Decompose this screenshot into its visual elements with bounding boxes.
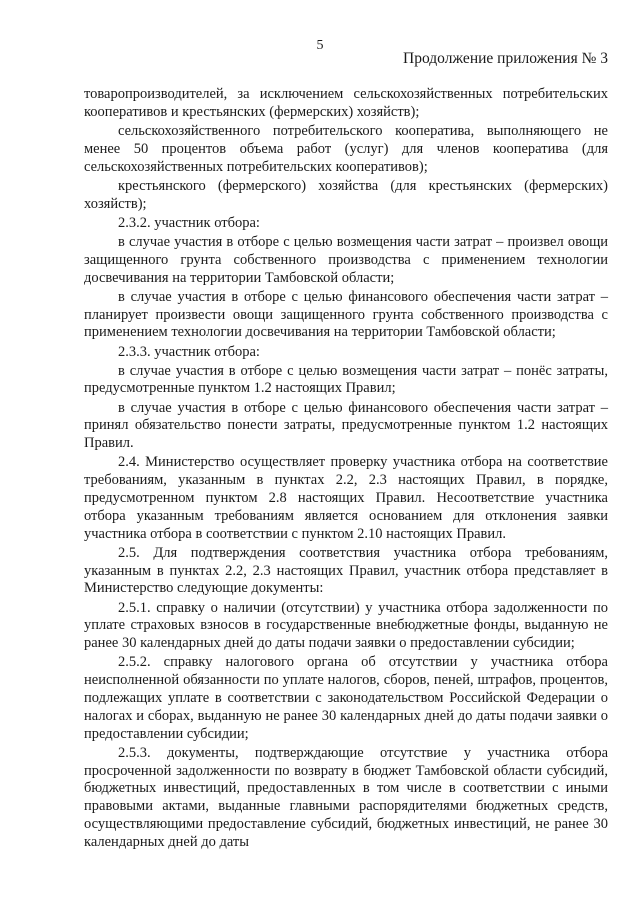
paragraph: в случае участия в отборе с целью возмещения части затрат – произвел овощи защищенного грунта собственного производства с применением технологии досвечивания на территории Тамбовской области; [84, 233, 608, 286]
paragraph: 2.3.3. участник отбора: [118, 343, 260, 360]
paragraph: 2.4. Министерство осуществляет проверку участника отбора на соответствие требованиям, указанным в пунктах 2.2, 2.3 настоящих Правил, в порядке, предусмотренном пунктом 2.8 настоящих Правил. Несоответствие участника отбора указанным требованиям является основанием для отклонения заявки участника отбора в соответствии с пунктом 2.10 настоящих Правил. [84, 454, 608, 542]
appendix-header: Продолжение приложения № 3 [403, 50, 608, 67]
paragraph: сельскохозяйственного потребительского кооператива, выполняющего не менее 50 процентов объема работ (услуг) для членов кооператива (для сельскохозяйственных потребительских кооперативов); [84, 122, 608, 175]
paragraph: 2.3.2. участник отбора: [118, 214, 260, 231]
paragraph: в случае участия в отборе с целью возмещения части затрат – понёс затраты, предусмотренные пунктом 1.2 настоящих Правил; [84, 362, 608, 397]
paragraph: в случае участия в отборе с целью финансового обеспечения части затрат – планирует произвести овощи защищенного грунта собственного производства с применением технологии досвечивания на территории Тамбовской области; [84, 288, 608, 341]
document-body [84, 86, 608, 853]
paragraph: 2.5.2. справку налогового органа об отсутствии у участника отбора неисполненной обязанности по уплате налогов, сборов, пеней, штрафов, процентов, подлежащих уплате в соответствии с законодательством Российской Федерации о налогах и сборах, выданную не ранее 30 календарных дней до даты подачи заявки о предоставлении субсидии; [84, 654, 608, 742]
paragraph: 2.5.1. справку о наличии (отсутствии) у участника отбора задолженности по уплате страховых взносов в государственные внебюджетные фонды, выданную не ранее 30 календарных дней до даты подачи заявки о предоставлении субсидии; [84, 599, 608, 652]
paragraph: 2.5.3. документы, подтверждающие отсутствие у участника отбора просроченной задолженности по возврату в бюджет Тамбовской области субсидий, бюджетных инвестиций, предоставленных в том числе в соответствии с иными правовыми актами, выданные главными распорядителями бюджетных средств, осуществляющими предоставление субсидий, бюджетных инвестиций, не ранее 30 календарных дней до даты [84, 744, 608, 850]
paragraph: 2.5. Для подтверждения соответствия участника отбора требованиям, указанным в пунктах 2.2, 2.3 настоящих Правил, участник отбора представляет в Министерство следующие документы: [84, 544, 608, 597]
paragraph: в случае участия в отборе с целью финансового обеспечения части затрат – принял обязательство понести затраты, предусмотренные пунктом 1.2 настоящих Правил. [84, 399, 608, 452]
page-number: 5 [316, 38, 324, 53]
paragraph: товаропроизводителей, за исключением сельскохозяйственных потребительских кооперативов и крестьянских (фермерских) хозяйств); [84, 86, 608, 120]
paragraph: крестьянского (фермерского) хозяйства (для крестьянских (фермерских) хозяйств); [84, 177, 608, 212]
